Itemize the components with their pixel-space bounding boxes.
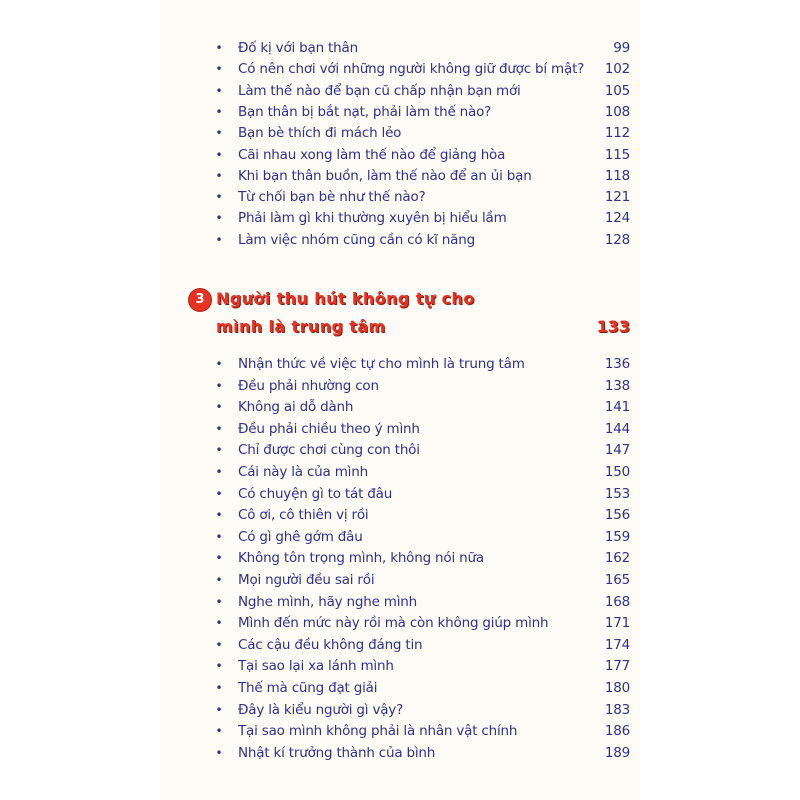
toc-entry-page: 124 — [604, 210, 630, 227]
toc-entry-page: 141 — [604, 399, 630, 416]
toc-entry-page: 177 — [604, 658, 630, 675]
toc-entry-page: 174 — [604, 636, 630, 653]
bullet-icon: • — [215, 147, 223, 162]
toc-entry — [160, 102, 640, 122]
chapter-title-line2: mình là trung tâm — [216, 317, 386, 336]
toc-entry-page: 144 — [604, 420, 630, 437]
toc-entry-title: Không ai dỗ dành — [238, 399, 354, 416]
toc-entry-title: Phải làm gì khi thường xuyên bị hiểu lầm — [238, 210, 507, 227]
bullet-icon: • — [215, 126, 223, 141]
bullet-icon: • — [215, 745, 223, 760]
toc-entry-title: Cô ơi, cô thiên vị rồi — [238, 507, 369, 524]
toc-entry — [160, 187, 640, 207]
toc-entry-title: Bạn bè thích đi mách lẻo — [238, 125, 402, 142]
toc-entry — [160, 166, 640, 186]
toc-entry-page: 168 — [604, 593, 630, 610]
toc-entry-title: Thế mà cũng đạt giải — [238, 680, 378, 696]
toc-entry — [160, 440, 640, 460]
bullet-icon: • — [215, 508, 223, 523]
toc-entry-page: 186 — [604, 723, 630, 740]
toc-entry-page: 159 — [604, 528, 630, 545]
toc-entry-title: Tại sao lại xa lánh mình — [238, 658, 394, 675]
toc-entry-page: 128 — [604, 231, 630, 248]
toc-entry-title: Nhật kí trưởng thành của bình — [238, 744, 436, 761]
toc-entry — [160, 123, 640, 143]
bullet-icon: • — [215, 529, 223, 544]
toc-entry-page: 171 — [604, 615, 630, 632]
toc-entry — [160, 419, 640, 439]
bullet-icon: • — [215, 41, 223, 55]
toc-entry-page: 136 — [604, 356, 630, 372]
toc-entry-page: 99 — [613, 40, 630, 56]
toc-entry — [160, 678, 640, 698]
toc-entry-page: 112 — [604, 125, 630, 142]
bullet-icon: • — [215, 443, 223, 458]
toc-entry-page: 105 — [604, 82, 630, 99]
toc-entry-page: 118 — [604, 167, 630, 184]
bullet-icon: • — [215, 637, 223, 652]
toc-entry-title: Có gì ghê gớm đâu — [238, 528, 363, 545]
toc-entry — [160, 38, 640, 58]
toc-entry-title: Mọi người đều sai rồi — [238, 572, 375, 588]
toc-entry — [160, 743, 640, 763]
bullet-icon: • — [215, 659, 223, 674]
bullet-icon: • — [215, 190, 223, 205]
toc-entry — [160, 230, 640, 250]
toc-entry — [160, 208, 640, 228]
bullet-icon: • — [215, 465, 223, 479]
toc-entry — [160, 397, 640, 417]
toc-entry-page: 165 — [604, 572, 630, 588]
toc-entry-page: 102 — [604, 61, 630, 78]
toc-entry — [160, 635, 640, 655]
chapter-title-line1: Người thu hút không tự cho — [216, 289, 475, 308]
chapter-heading — [160, 286, 640, 336]
bullet-icon: • — [215, 62, 223, 77]
toc-entry — [160, 145, 640, 165]
bullet-icon: • — [215, 551, 223, 566]
toc-entry-title: Nghe mình, hãy nghe mình — [238, 593, 418, 610]
bullet-icon: • — [215, 486, 223, 501]
bullet-icon: • — [215, 83, 223, 98]
toc-entry — [160, 376, 640, 396]
book-page — [160, 0, 640, 800]
bullet-icon: • — [215, 681, 223, 695]
toc-entry-title: Có nên chơi với những người không giữ được bí mật? — [238, 61, 585, 78]
chapter-number-badge: 3 — [188, 288, 212, 312]
toc-entry-title: Làm thế nào để bạn cũ chấp nhận bạn mới — [238, 82, 521, 99]
toc-entry — [160, 570, 640, 590]
toc-entry-page: 150 — [604, 464, 630, 480]
chapter-page-number: 133 — [596, 317, 630, 336]
bullet-icon: • — [215, 573, 223, 587]
toc-entry-page: 108 — [604, 103, 630, 120]
bullet-icon: • — [215, 594, 223, 609]
bullet-icon: • — [215, 232, 223, 247]
toc-entry-page: 115 — [604, 146, 630, 163]
toc-entry-page: 162 — [604, 550, 630, 567]
toc-entry — [160, 527, 640, 547]
toc-entry-page: 138 — [604, 377, 630, 394]
bullet-icon: • — [215, 211, 223, 226]
toc-entry-title: Chỉ được chơi cùng con thôi — [238, 442, 420, 459]
bullet-icon: • — [215, 702, 223, 717]
toc-entry-title: Đều phải chiều theo ý mình — [238, 420, 420, 437]
toc-entry — [160, 613, 640, 633]
toc-entry — [160, 700, 640, 720]
toc-entry-page: 147 — [604, 442, 630, 459]
toc-entry — [160, 592, 640, 612]
toc-entry-title: Có chuyện gì to tát đâu — [238, 485, 393, 502]
bullet-icon: • — [215, 616, 223, 631]
bullet-icon: • — [215, 400, 223, 415]
toc-entry — [160, 505, 640, 525]
toc-entry-title: Khi bạn thân buồn, làm thế nào để an ủi bạn — [238, 167, 532, 184]
toc-entry-title: Bạn thân bị bắt nạt, phải làm thế nào? — [238, 103, 492, 120]
toc-entry-title: Mình đến mức này rồi mà còn không giúp mình — [238, 615, 549, 632]
bullet-icon: • — [215, 357, 223, 371]
toc-entry-page: 183 — [604, 701, 630, 718]
toc-entry — [160, 81, 640, 101]
toc-entry — [160, 59, 640, 79]
bullet-icon: • — [215, 168, 223, 183]
toc-entry-title: Tại sao mình không phải là nhân vật chính — [238, 723, 518, 740]
toc-entry-page: 121 — [604, 189, 630, 206]
toc-entry-page: 156 — [604, 507, 630, 524]
toc-entry — [160, 548, 640, 568]
toc-entry — [160, 721, 640, 741]
toc-entry-title: Làm việc nhóm cũng cần có kĩ năng — [238, 231, 475, 248]
toc-entry-title: Đây là kiểu người gì vậy? — [238, 701, 404, 718]
bullet-icon: • — [215, 724, 223, 739]
toc-entry-page: 153 — [604, 485, 630, 502]
toc-entry-title: Không tôn trọng mình, không nói nữa — [238, 550, 484, 567]
toc-entry-title: Các cậu đều không đáng tin — [238, 636, 423, 653]
toc-entry-title: Cái này là của mình — [238, 464, 368, 480]
toc-entry-title: Từ chối bạn bè như thế nào? — [238, 189, 426, 206]
toc-entry-page: 189 — [604, 744, 630, 761]
toc-entry-title: Cãi nhau xong làm thế nào để giảng hòa — [238, 146, 506, 163]
toc-entry-title: Nhận thức về việc tự cho mình là trung tâm — [238, 356, 525, 372]
bullet-icon: • — [215, 421, 223, 436]
toc-entry-title: Đố kị với bạn thân — [238, 40, 358, 56]
toc-entry — [160, 462, 640, 482]
bullet-icon: • — [215, 378, 223, 393]
toc-entry-page: 180 — [604, 680, 630, 696]
toc-entry — [160, 354, 640, 374]
bullet-icon: • — [215, 104, 223, 119]
toc-entry — [160, 484, 640, 504]
toc-entry-title: Đều phải nhường con — [238, 377, 379, 394]
toc-entry — [160, 656, 640, 676]
